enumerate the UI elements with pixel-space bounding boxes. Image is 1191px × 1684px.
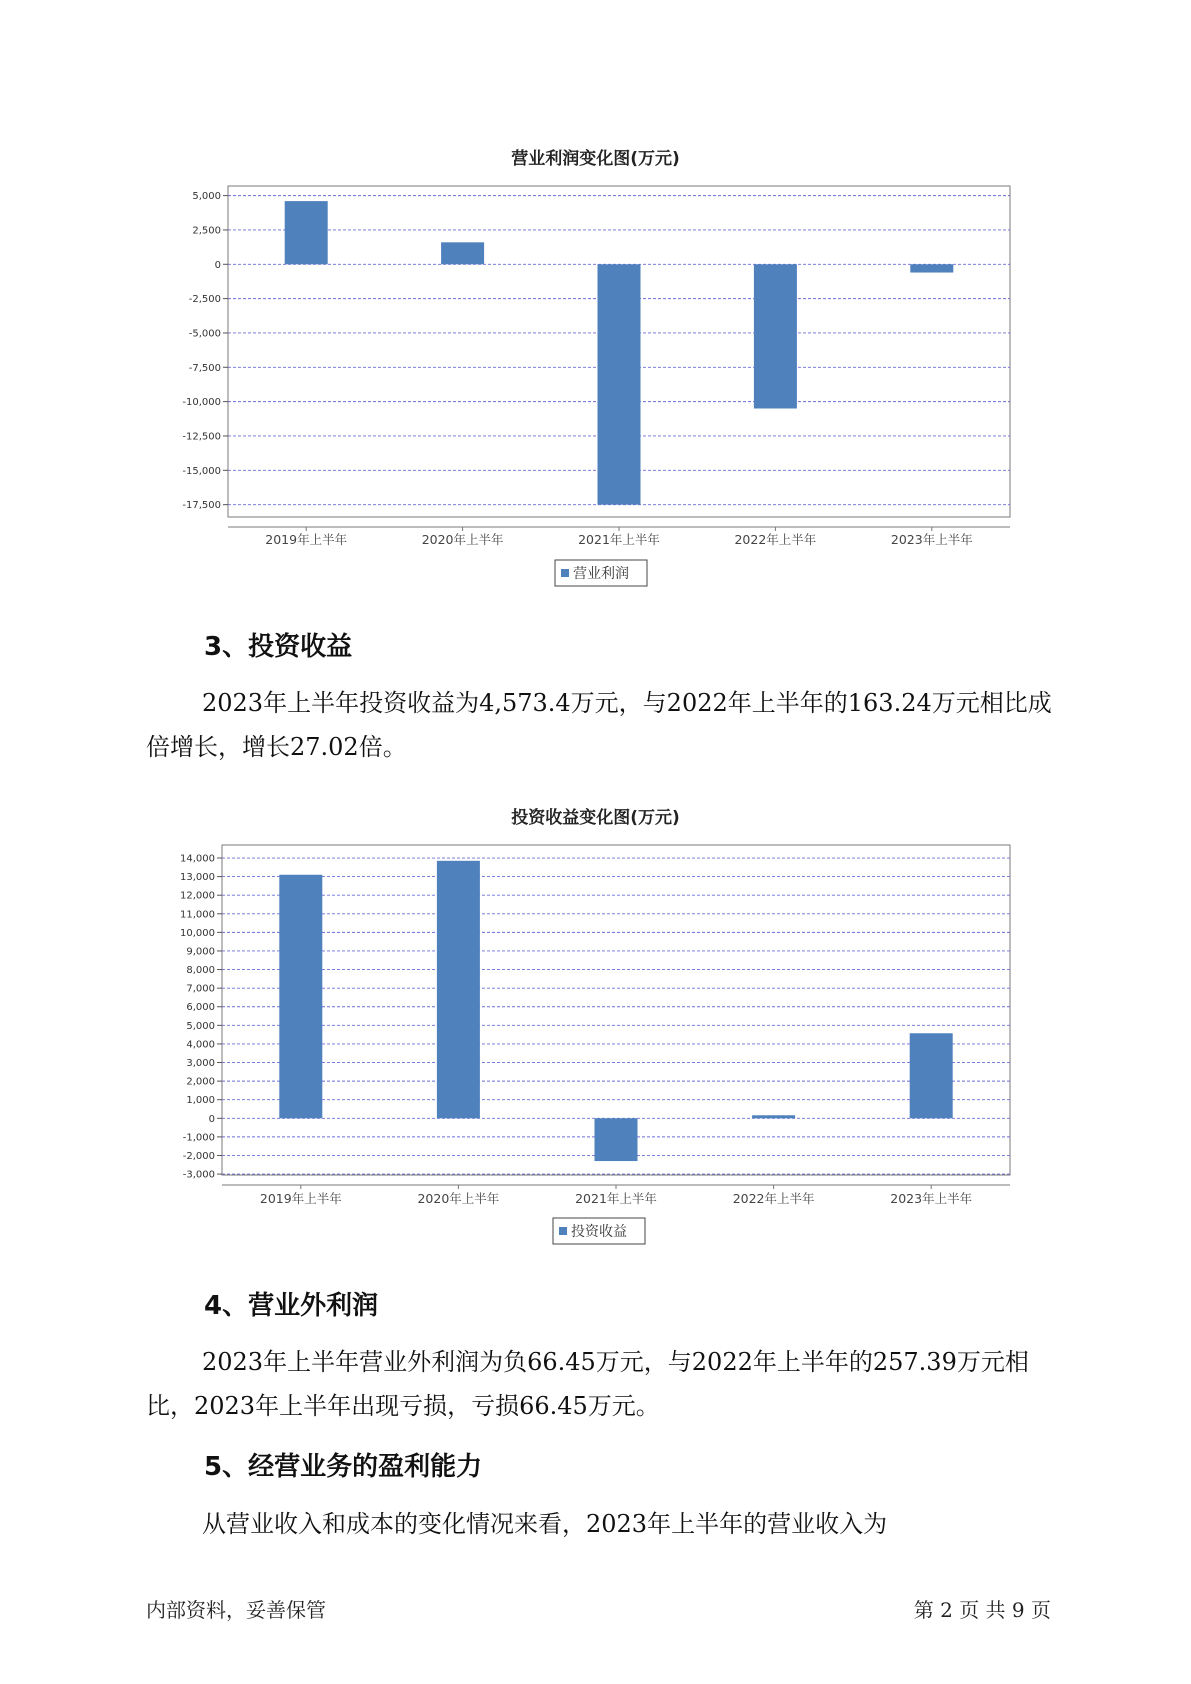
chart1-title: 营业利润变化图(万元) — [511, 149, 680, 169]
y-tick-label: 3,000 — [186, 1058, 215, 1070]
y-tick-label: -1,000 — [182, 1132, 215, 1144]
x-tick-label: 2021年上半年 — [575, 1191, 657, 1206]
legend-swatch — [559, 1227, 567, 1235]
section3-heading: 3、投资收益 — [204, 632, 353, 662]
y-tick-label: 14,000 — [180, 853, 215, 865]
x-tick-label: 2020年上半年 — [417, 1191, 500, 1206]
y-tick-label: 4,000 — [186, 1039, 215, 1051]
section5-heading: 5、经营业务的盈利能力 — [204, 1452, 483, 1482]
footer-left: 内部资料，妥善保管 — [146, 1598, 326, 1622]
x-tick-label: 2022年上半年 — [732, 1191, 815, 1206]
y-tick-label: -5,000 — [188, 328, 221, 340]
section4-paragraph — [146, 1340, 1056, 1428]
y-tick-label: 5,000 — [192, 191, 221, 203]
section4-heading: 4、营业外利润 — [204, 1291, 379, 1321]
section3-text: 2023年上半年投资收益为4,573.4万元，与2022年上半年的163.24万元相比成倍增长，增长27.02倍。 — [146, 689, 1052, 761]
y-tick-label: 2,000 — [186, 1076, 215, 1088]
x-tick-label: 2023年上半年 — [890, 532, 973, 547]
bar — [910, 1033, 953, 1118]
y-tick-label: -3,000 — [182, 1169, 215, 1181]
bar — [595, 1118, 638, 1161]
y-tick-label: 0 — [208, 1113, 215, 1125]
x-tick-label: 2022年上半年 — [734, 532, 817, 547]
chart2-title: 投资收益变化图(万元) — [511, 808, 680, 828]
y-tick-label: 6,000 — [186, 1002, 215, 1014]
x-tick-label: 2023年上半年 — [890, 1191, 973, 1206]
y-tick-label: 10,000 — [180, 927, 215, 939]
y-tick-label: -12,500 — [182, 431, 221, 443]
y-tick-label: 1,000 — [186, 1095, 215, 1107]
y-tick-label: -15,000 — [182, 465, 221, 477]
y-tick-label: 8,000 — [186, 965, 215, 977]
y-tick-label: -2,000 — [182, 1150, 215, 1162]
y-tick-label: 11,000 — [180, 909, 215, 921]
bar — [279, 875, 322, 1119]
section5-paragraph — [146, 1502, 1056, 1546]
x-tick-label: 2019年上半年 — [265, 532, 348, 547]
y-tick-label: -2,500 — [188, 294, 221, 306]
y-tick-label: -7,500 — [188, 362, 221, 374]
bar — [437, 861, 480, 1118]
x-tick-label: 2020年上半年 — [421, 532, 504, 547]
y-tick-label: 12,000 — [180, 890, 215, 902]
y-tick-label: -10,000 — [182, 397, 221, 409]
legend-label: 营业利润 — [573, 566, 629, 582]
y-tick-label: 13,000 — [180, 872, 215, 884]
y-tick-label: 0 — [214, 259, 221, 271]
x-tick-label: 2019年上半年 — [259, 1191, 342, 1206]
section4-text: 2023年上半年营业外利润为负66.45万元，与2022年上半年的257.39万元相比，2023年上半年出现亏损，亏损66.45万元。 — [146, 1348, 1029, 1420]
y-tick-label: 2,500 — [192, 225, 221, 237]
y-tick-label: 9,000 — [186, 946, 215, 958]
y-tick-label: -17,500 — [182, 500, 221, 512]
legend-label: 投资收益 — [571, 1224, 627, 1240]
footer-page-number: 第 2 页 共 9 页 — [913, 1598, 1051, 1622]
y-tick-label: 7,000 — [186, 983, 215, 995]
x-tick-label: 2021年上半年 — [578, 532, 660, 547]
y-tick-label: 5,000 — [186, 1020, 215, 1032]
section5-text: 从营业收入和成本的变化情况来看，2023年上半年的营业收入为 — [202, 1510, 888, 1538]
bar — [752, 1115, 795, 1118]
